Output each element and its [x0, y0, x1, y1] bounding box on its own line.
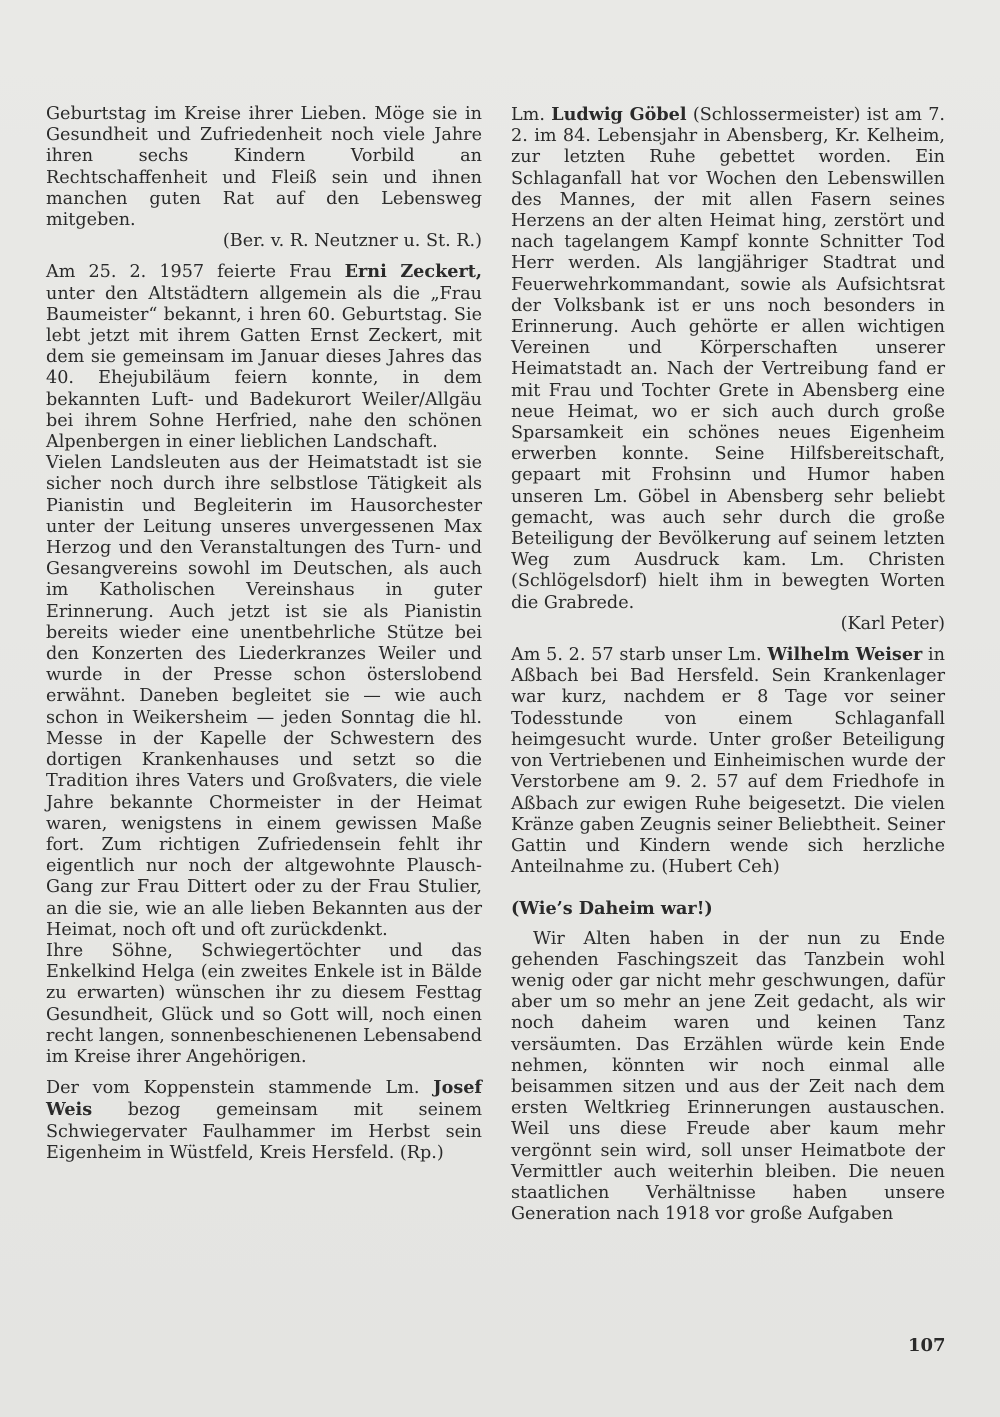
- person-name: Ludwig Göbel: [551, 104, 687, 125]
- signature-neutzner: (Ber. v. R. Neutzner u. St. R.): [222, 231, 482, 252]
- page-number: 107: [908, 1335, 946, 1356]
- paragraph-daheim: Wir Alten haben in der nun zu Ende gehenden Faschingszeit das Tanzbein wohl wenig oder gar nicht mehr geschwungen, dafür aber um so mehr an jene Zeit gedacht, als wir noch daheim waren und keinen Tanz versäumten. Das Erzählen würde kein Ende nehmen, könnten wir noch einmal alle beisammen sitzen und aus der Zeit nach dem ersten Weltkrieg Erinnerungen austauschen. Weil uns diese Freude aber kaum mehr vergönnt sein wird, soll unser Heimatbote der Vermittler auch weiterhin bleiben. Die neuen staatlichen Verhältnisse haben unsere Generation nach 1918 vor große Aufgaben: [511, 928, 945, 1225]
- left-column: [46, 104, 482, 1164]
- paragraph-zeckert: [46, 261, 482, 453]
- person-name: Wilhelm Weiser: [767, 644, 923, 666]
- text: in Aßbach bei Bad Hersfeld. Sein Krankenlager war kurz, nachdem er 8 Tage vor seiner Todesstunde von einem Schlaganfall heimgesucht wurde. Unter großer Beteiligung von Vertriebenen und Einheimischen wurde der Verstorbene am 9. 2. 57 auf dem Friedhofe in Aßbach zur ewigen Ruhe beigesetzt. Die vielen Kränze gaben Zeugnis seiner Beliebtheit. Seiner Gattin und Kindern wende sich herzliche Anteilnahme zu. (Hubert Ceh): [511, 645, 945, 878]
- person-name: Erni Zeckert,: [344, 261, 482, 283]
- paragraph-goebel: [511, 104, 945, 614]
- text: Am 25. 2. 1957 feierte Frau: [46, 262, 332, 283]
- text: unter den Altstädtern allgemein als die „Frau Baumeister“ bekannt, i hren 60. Geburtstag. Sie lebt jetzt mit ihrem Gatten Ernst Zeckert, mit dem sie gemeinsam im Januar dieses Jahres das 40. Ehejubiläum feiern konnte, in dem bekannten Luft- und Badekurort Weiler/Allgäu bei ihrem Sohne Herfried, nahe den schönen Alpenbergen in einer lieblichen Landschaft.: [46, 283, 482, 453]
- signature-karl-peter: (Karl Peter): [840, 613, 945, 634]
- text: bezog gemeinsam mit seinem Schwiegervater Faulhammer im Herbst sein Eigenheim in Wüstfeld, Kreis Hersfeld. (Rp.): [46, 1100, 482, 1163]
- text: Am 5. 2. 57 starb unser Lm.: [511, 645, 762, 666]
- right-column: [511, 104, 945, 1225]
- paragraph-pianist: Vielen Landsleuten aus der Heimatstadt ist sie sicher noch durch ihre selbstlose Tätigkeit als Pianistin und Begleiterin im Hausorchester unter der Leitung unseres unvergessenen Max Herzog und den Veranstaltungen des Turn- und Gesangvereins sowohl im Deutschen, als auch im Katholischen Vereinshaus in guter Erinnerung. Auch jetzt ist sie als Pianistin bereits wieder eine unentbehrliche Stütze bei den Konzerten des Liederkranzes Weiler und wurde in der Presse schon österslobend erwähnt. Daneben begleitet sie — wie auch schon in Weikersheim — jeden Sonntag die hl. Messe in der Kapelle der Schwestern des dortigen Krankenhauses und setzt so die Tradition ihres Vaters und Großvaters, die viele Jahre bekannte Chormeister in der Heimat waren, wenigstens in einem gewissen Maße fort. Zum richtigen Zufriedensein fehlt ihr eigentlich nur noch der altgewohnte Plausch-Gang zur Frau Dittert oder zu der Frau Stulier, an die sie, wie an alle lieben Bekannten aus der Heimat, noch oft und oft zurückdenkt.: [46, 453, 482, 940]
- text: Der vom Koppenstein stammende Lm.: [46, 1078, 420, 1099]
- paragraph-weiser: [511, 644, 945, 878]
- text: Lm.: [511, 105, 545, 125]
- paragraph-wishes: Ihre Söhne, Schwiegertöchter und das Enkelkind Helga (ein zweites Enkele ist in Bälde zu erwarten) wünschen ihr zu diesem Festtag Gesundheit, Glück und so Gott will, noch einen recht langen, sonnenbeschienenen Lebensabend im Kreise ihrer Angehörigen.: [46, 940, 482, 1067]
- paragraph-weis: [46, 1077, 482, 1164]
- person-name: Josef Weis: [46, 1077, 482, 1121]
- paragraph-birthday-end: Geburtstag im Kreise ihrer Lieben. Möge sie in Gesundheit und Zufriedenheit noch viele Jahre ihren sechs Kindern Vorbild an Rechtschaffenheit und Fleiß sein und ihnen manchen guten Rat auf den Lebensweg mitgeben.: [46, 104, 482, 231]
- text: (Schlossermeister) ist am 7. 2. im 84. Lebensjahr in Abensberg, Kr. Kelheim, zur letzten Ruhe gebettet worden. Ein Schlaganfall hat vor Wochen den Lebenswillen des Mannes, der mit allen Fasern seines Herzens an der alten Heimat hing, zerstört und nach tagelangem Kampf konnte Schnitter Tod Herr werden. Als langjähriger Stadtrat und Feuerwehrkommandant, sowie als Aufsichtsrat der Volksbank ist er uns noch besonders in Erinnerung. Auch gehörte er allen wichtigen Vereinen und Körperschaften unserer Heimatstadt an. Nach der Vertreibung fand er mit Frau und Tochter Grete in Abensberg eine neue Heimat, wo er sich auch durch große Sparsamkeit ein schönes neues Eigenheim erwerben konnte. Seine Hilfsbereitschaft, gepaart mit Frohsinn und Humor haben unseren Lm. Göbel in Abensberg sehr beliebt gemacht, was auch sehr durch die große Beteiligung der Bevölkerung auf seinem letzten Weg zum Ausdruck kam. Lm. Christen (Schlögelsdorf) hielt ihm in bewegten Worten die Grabrede.: [511, 105, 945, 613]
- section-heading: (Wie’s Daheim war!): [511, 898, 713, 920]
